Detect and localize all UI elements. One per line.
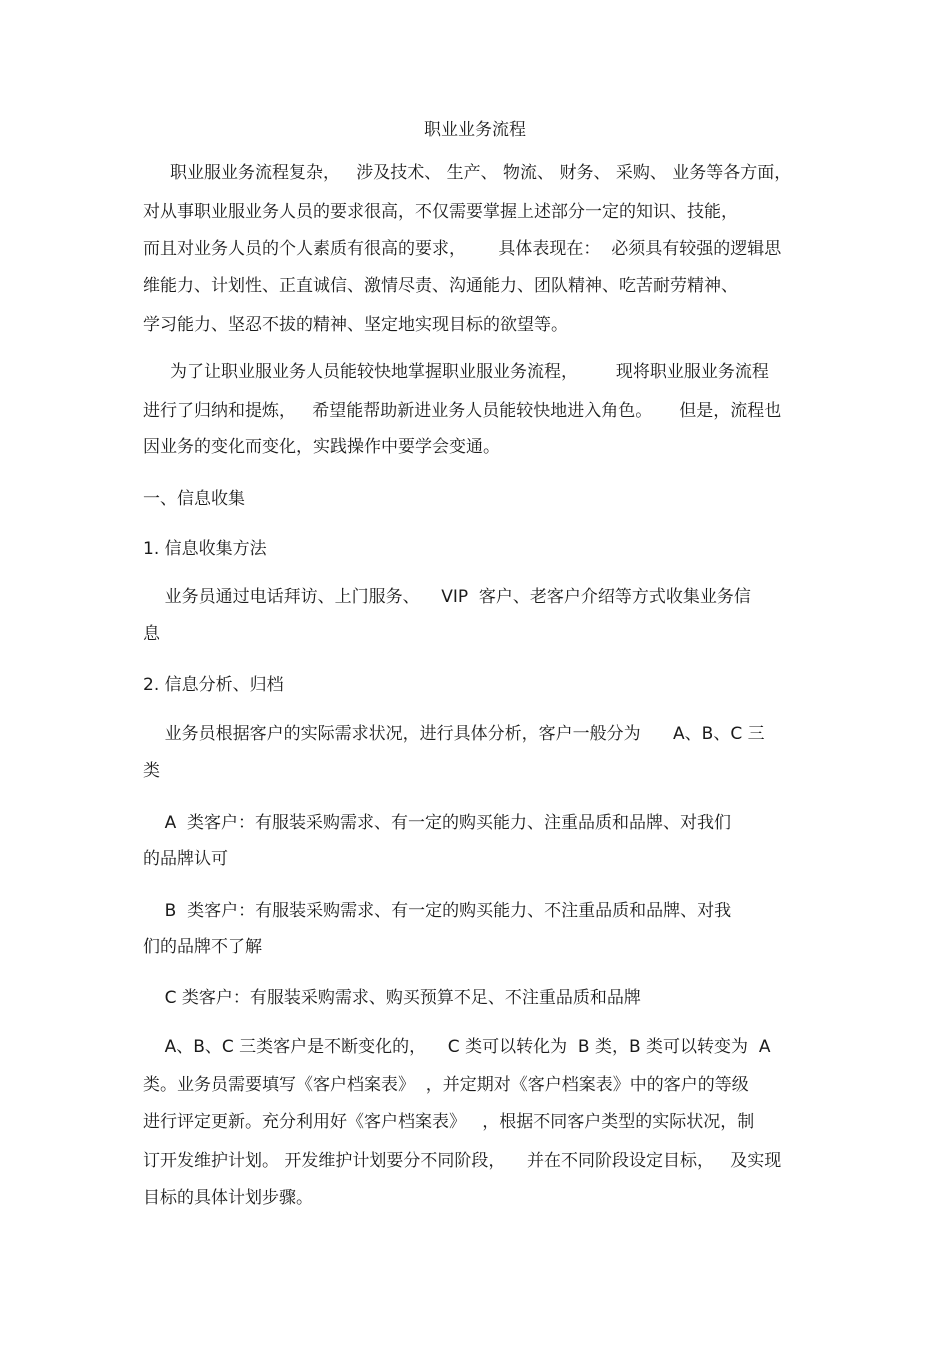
class-a-line-1: A 类客户：有服装采购需求、有一定的购买能力、注重品质和品牌、对我们 (143, 813, 732, 833)
sub2-line-2: 类 (143, 761, 160, 781)
class-b-line-1: B 类客户：有服装采购需求、有一定的购买能力、不注重品质和品牌、对我 (143, 901, 732, 921)
sub2-line-1: 业务员根据客户的实际需求状况，进行具体分析，客户一般分为 A、B、C 三 (143, 724, 765, 744)
intro-line-5: 学习能力、坚忍不拔的精神、坚定地实现目标的欲望等。 (143, 315, 568, 335)
subsection-2-heading: 2. 信息分析、归档 (143, 675, 284, 695)
change-line-2: 类。业务员需要填写《客户档案表》 ，并定期对《客户档案表》中的客户的等级 (143, 1075, 749, 1095)
purpose-line-2: 进行了归纳和提炼， 希望能帮助新进业务人员能较快地进入角色。 但是，流程也 (143, 401, 782, 421)
sub1-line-2: 息 (143, 624, 160, 644)
intro-line-2: 对从事职业服业务人员的要求很高，不仅需要掌握上述部分一定的知识、技能， (143, 202, 738, 222)
change-line-4: 订开发维护计划。 开发维护计划要分不同阶段， 并在不同阶段设定目标， 及实现 (143, 1151, 782, 1171)
class-b-line-2: 们的品牌不了解 (143, 937, 262, 957)
purpose-line-3: 因业务的变化而变化，实践操作中要学会变通。 (143, 437, 500, 457)
change-line-5: 目标的具体计划步骤。 (143, 1188, 313, 1208)
change-line-1: A、B、C 三类客户是不断变化的， C 类可以转化为 B 类，B 类可以转变为 A (143, 1037, 771, 1057)
class-a-line-2: 的品牌认可 (143, 849, 228, 869)
document-title: 职业业务流程 (424, 120, 526, 140)
intro-line-1: 职业服业务流程复杂， 涉及技术、 生产、 物流、 财务、 采购、 业务等各方面， (143, 163, 792, 183)
change-line-3: 进行评定更新。充分利用好《客户档案表》 ，根据不同客户类型的实际状况，制 (143, 1112, 755, 1132)
intro-line-3: 而且对业务人员的个人素质有很高的要求， 具体表现在： 必须具有较强的逻辑思 (143, 239, 782, 259)
purpose-line-1: 为了让职业服业务人员能较快地掌握职业服业务流程， 现将职业服业务流程 (143, 362, 769, 382)
intro-line-4: 维能力、计划性、正直诚信、激情尽责、沟通能力、团队精神、吃苦耐劳精神、 (143, 276, 738, 296)
class-c-line-1: C 类客户：有服装采购需求、购买预算不足、不注重品质和品牌 (143, 988, 641, 1008)
section-1-heading: 一、信息收集 (143, 489, 245, 509)
subsection-1-heading: 1. 信息收集方法 (143, 539, 267, 559)
sub1-line-1: 业务员通过电话拜访、上门服务、 VIP 客户、老客户介绍等方式收集业务信 (143, 587, 751, 607)
